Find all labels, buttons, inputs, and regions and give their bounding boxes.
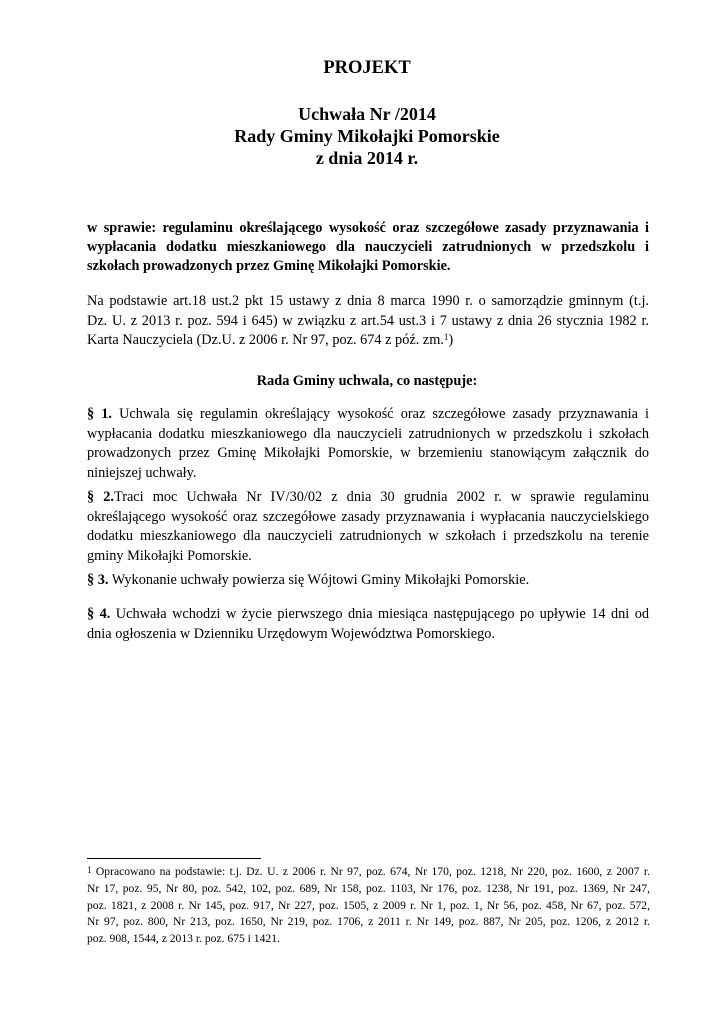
basis-line: Dz. U. z 2013 r. poz. 594 i 645) w związku z art.54 ust.3 i 7 ustawy z dnia 26 stycznia 1982 r. bbox=[87, 312, 649, 329]
section-mark: § 1. bbox=[87, 406, 112, 422]
footnote-reference[interactable]: 1 bbox=[443, 332, 449, 342]
paragraph-line: § 4. Uchwała wchodzi w życie pierwszego dnia miesiąca następującego po upływie 14 dni od bbox=[87, 606, 649, 622]
paragraph-line: gminy Mikołajki Pomorskie. bbox=[87, 547, 252, 564]
paragraph-line: niniejszej uchwały. bbox=[87, 464, 197, 481]
subject-line: wypłacania dodatku mieszkaniowego dla nauczycieli zatrudnionych w przedszkolu i bbox=[87, 239, 649, 255]
section-mark: § 3. bbox=[87, 572, 109, 588]
paragraph-4 bbox=[87, 605, 649, 644]
subject-block bbox=[87, 219, 649, 276]
paragraph-line: prowadzonych przez Gminę Mikołajki Pomorskie, w brzemieniu stanowiącym załącznik do bbox=[87, 445, 649, 461]
paragraph-1 bbox=[87, 405, 649, 483]
basis-line: Karta Nauczyciela (Dz.U. z 2006 r. Nr 97, poz. 674 z póź. zm.$^1$) bbox=[87, 332, 454, 348]
resolution-title bbox=[0, 103, 724, 169]
paragraph-3 bbox=[87, 571, 649, 591]
footnote-line: poz. 1821, z 2008 r. Nr 145, poz. 917, Nr 227, poz. 1505, z 2009 r. Nr 1, poz. 1, Nr 56, poz. 458, Nr 67, poz. 572, bbox=[87, 898, 650, 912]
basis-line: Na podstawie art.18 ust.2 pkt 15 ustawy z dnia 8 marca 1990 r. o samorządzie gminnym (t.j. bbox=[87, 293, 649, 309]
paragraph-line: § 3. Wykonanie uchwały powierza się Wójtowi Gminy Mikołajki Pomorskie. bbox=[87, 572, 530, 588]
footnote-line: poz. 908, 1544, z 2013 r. poz. 675 i 1421. bbox=[87, 932, 280, 946]
paragraph-line: wypłacania dodatku mieszkaniowego dla nauczycieli zatrudnionych w przedszkolu i szkołach bbox=[87, 425, 649, 442]
title-number: Uchwała Nr /2014 bbox=[298, 104, 436, 124]
footnote-separator bbox=[87, 858, 261, 859]
title-council: Rady Gminy Mikołajki Pomorskie bbox=[234, 126, 500, 146]
section-mark: § 4. bbox=[87, 606, 111, 622]
paragraph-line: dnia ogłoszenia w Dzienniku Urzędowym Województwa Pomorskiego. bbox=[87, 625, 495, 642]
project-label: PROJEKT bbox=[323, 58, 411, 78]
section-mark: § 2. bbox=[87, 489, 114, 505]
footnote-number: 1 bbox=[87, 865, 92, 875]
legal-basis bbox=[87, 292, 649, 351]
subject-line: w sprawie: regulaminu określającego wysokość oraz szczegółowe zasady przyznawania i bbox=[87, 220, 649, 236]
paragraph-2 bbox=[87, 488, 649, 566]
title-date: z dnia 2014 r. bbox=[315, 148, 419, 168]
paragraph-line: § 1. Uchwala się regulamin określający wysokość oraz szczegółowe zasady przyznawania i bbox=[87, 406, 649, 422]
paragraph-line: dodatku mieszkaniowego dla nauczycieli zatrudnionych w szkołach i przedszkolu na terenie bbox=[87, 528, 649, 544]
footnote bbox=[87, 864, 650, 948]
resolution-heading: Rada Gminy uchwala, co następuje: bbox=[256, 373, 478, 389]
footnote-line: Nr 97, poz. 800, Nr 213, poz. 1650, Nr 219, poz. 1706, z 2011 r. Nr 149, poz. 887, Nr 205, poz. 1206, z 2012 r. bbox=[87, 915, 650, 929]
footnote-line: Nr 17, poz. 95, Nr 80, poz. 542, 102, poz. 689, Nr 158, poz. 1103, Nr 176, poz. 1238, Nr 191, poz. 1369, Nr 247, bbox=[87, 881, 650, 895]
subject-line: szkołach prowadzonych przez Gminę Mikołajki Pomorskie. bbox=[87, 258, 451, 274]
footnote-line: $^1$ Opracowano na podstawie: t.j. Dz. U. z 2006 r. Nr 97, poz. 674, Nr 170, poz. 1218, Nr 220, poz. 1600, z 2007 r. bbox=[87, 865, 650, 878]
paragraph-line: określającego wysokość oraz szczegółowe zasady przyznawania i wypłacania nauczycielskiego bbox=[87, 508, 649, 525]
paragraph-line: § 2.Traci moc Uchwała Nr IV/30/02 z dnia 30 grudnia 2002 r. w sprawie regulaminu bbox=[87, 489, 649, 505]
